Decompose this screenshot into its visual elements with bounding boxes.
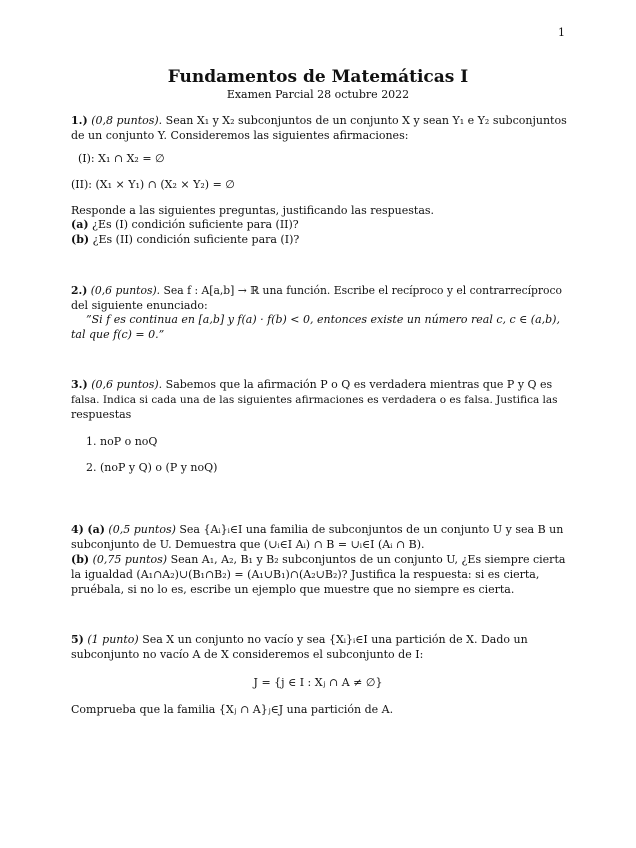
q4-b-line2: la igualdad (A₁∩A₂)∪(B₁∩B₂) = (A₁∪B₁)∩(A₂∪B₂)? Justifica la respuesta: si es cierta, — [71, 568, 540, 581]
q1-line2: de un conjunto Y. Consideremos las siguientes afirmaciones: — [71, 129, 409, 142]
exam-title: Fundamentos de Matemáticas I — [167, 67, 469, 87]
q4-number: 4) — [71, 523, 84, 536]
q1-a-text: ¿Es (I) condición suficiente para (II)? — [92, 218, 299, 231]
q5-line1 — [71, 633, 528, 647]
q1-statement-2: (II): (X₁ × Y₁) ∩ (X₂ × Y₂) = ∅ — [71, 178, 235, 191]
q5-points: (1 punto) — [87, 633, 139, 646]
q2-points: (0,6 puntos). — [90, 284, 161, 297]
q4-line1 — [71, 523, 563, 537]
q1-statement-1: (I): X₁ ∩ X₂ = ∅ — [78, 152, 165, 165]
q3-item-1: 1. noP o noQ — [86, 435, 158, 448]
q2-line1 — [71, 284, 562, 298]
q4-b-text1: Sean A₁, A₂, B₁ y B₂ subconjuntos de un conjunto U, ¿Es siempre cierta — [170, 553, 566, 566]
q2-text1: Sea f : A[a,b] → ℝ una función. Escribe el recíproco y el contrarrecíproco — [163, 284, 563, 297]
q4-a-line2: subconjunto de U. Demuestra que (∪ᵢ∈I Aᵢ) ∩ B = ∪ᵢ∈I (Aᵢ ∩ B). — [71, 538, 425, 551]
q3-line3: respuestas — [71, 408, 132, 421]
q5-equation: J = {j ∈ I : Xⱼ ∩ A ≠ ∅} — [253, 676, 383, 689]
q5-line2: subconjunto no vacío A de X consideremos el subconjunto de I: — [71, 648, 424, 661]
q1-b-label: (b) — [71, 233, 90, 246]
q1-points: (0,8 puntos). — [91, 114, 163, 127]
q5-line3: Comprueba que la familia {Xⱼ ∩ A}ⱼ∈J una partición de A. — [71, 703, 394, 716]
q2-number: 2.) — [71, 284, 88, 297]
q1-text1: Sean X₁ y X₂ subconjuntos de un conjunto X y sean Y₁ e Y₂ subconjuntos — [165, 114, 567, 127]
q1-instructions: Responde a las siguientes preguntas, justificando las respuestas. — [71, 204, 435, 217]
q3-points: (0,6 puntos). — [91, 378, 163, 391]
q4-b-line3: pruébala, si no lo es, escribe un ejemplo que muestre que no siempre es cierta. — [71, 583, 515, 596]
q5-text1: Sea X un conjunto no vacío y sea {Xᵢ}ᵢ∈I una partición de X. Dado un — [142, 633, 528, 646]
q4-a-points: (0,5 puntos) — [108, 523, 176, 536]
q2-quote-1: ”Si f es continua en [a,b] y f(a) · f(b) < 0, entonces existe un número real c, c ∈ (a,b), — [86, 313, 560, 326]
q1-a-label: (a) — [71, 218, 89, 231]
q4-a-label: (a) — [87, 523, 105, 536]
q4-b-line1 — [71, 553, 565, 567]
q2-quote-2: tal que f(c) = 0.” — [71, 328, 165, 341]
q1-number: 1.) — [71, 114, 88, 127]
exam-subtitle: Examen Parcial 28 octubre 2022 — [226, 88, 410, 101]
q1-b-text: ¿Es (II) condición suficiente para (I)? — [92, 233, 300, 246]
page-number: 1 — [558, 26, 565, 39]
q4-a-text1: Sea {Aᵢ}ᵢ∈I una familia de subconjuntos de un conjunto U y sea B un — [179, 523, 564, 536]
q2-line2: del siguiente enunciado: — [71, 299, 208, 312]
q1-part-b — [71, 233, 299, 247]
q4-b-points: (0,75 puntos) — [92, 553, 168, 566]
q3-item-2: 2. (noP y Q) o (P y noQ) — [86, 461, 218, 474]
q4-b-label: (b) — [71, 553, 90, 566]
q1-part-a — [71, 218, 299, 232]
q1-line1 — [71, 114, 567, 128]
q3-number: 3.) — [71, 378, 88, 391]
q5-number: 5) — [71, 633, 84, 646]
q3-line1 — [71, 378, 552, 392]
q3-line2: falsa. Indica si cada una de las siguientes afirmaciones es verdadera o es falsa. Justifica las — [71, 394, 558, 406]
q3-text1: Sabemos que la afirmación P o Q es verdadera mientras que P y Q es — [165, 378, 553, 391]
